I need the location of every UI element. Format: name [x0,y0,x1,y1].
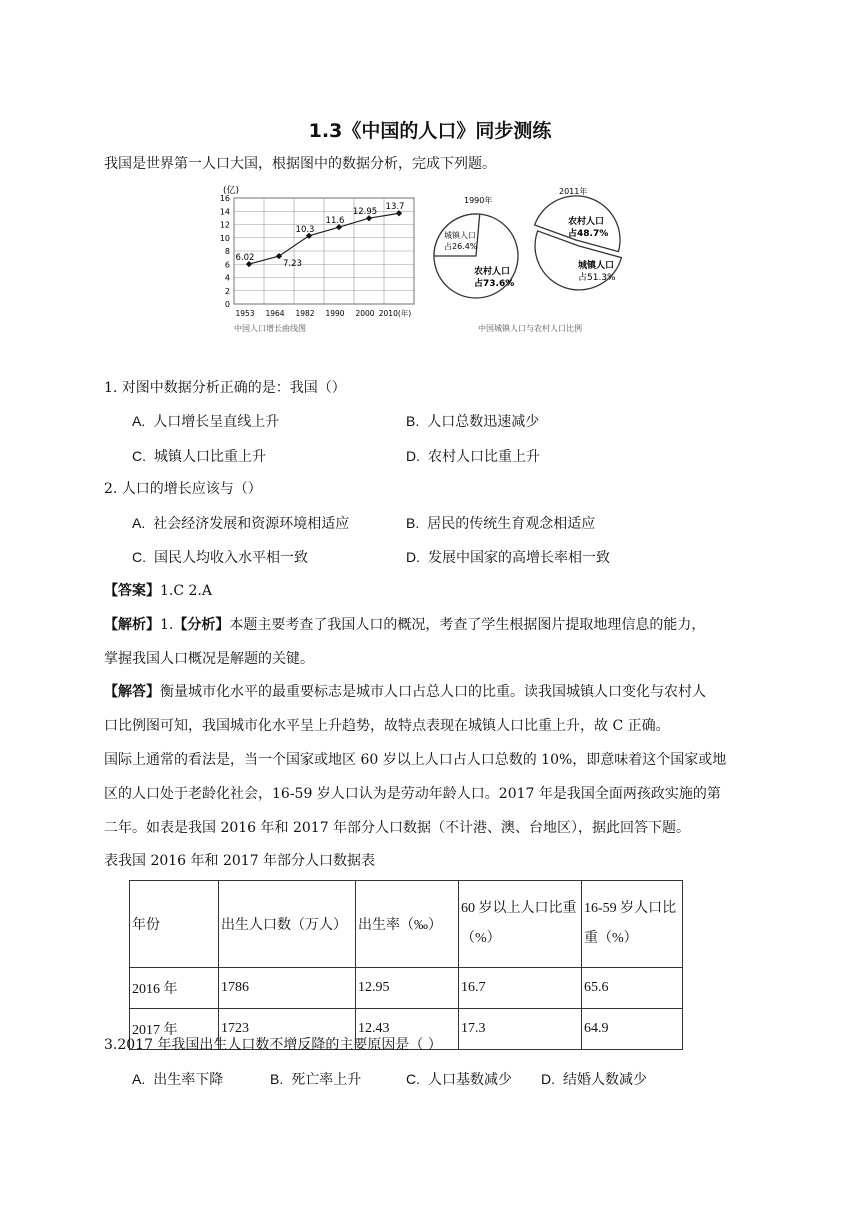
pie-chart-2011 [535,186,622,290]
pie-2011-urban-label: 城镇人口 [578,261,615,271]
analysis-text-1: 本题主要考查了我国人口的概况，考查了学生根据图片提取地理信息的能力， [229,617,706,633]
q2-option-d-text: 发展中国家的高增长率相一致 [428,550,610,566]
q1-option-a-key: A. [132,413,146,429]
table-cell: 17.3 [459,1009,582,1050]
data-label: 7.23 [283,259,302,270]
passage-line-1: 国际上通常的看法是，当一个国家或地区 60 岁以上人口占人口总数的 10%，即意味着这个国家或地 [104,752,727,768]
q2-option-a-text: 社会经济发展和资源环境相适应 [153,516,350,532]
question-2-stem: 2. 人口的增长应该与（） [104,481,262,497]
pie-2011-rural-label: 农村人口 [568,217,605,227]
data-label: 10.3 [295,224,315,235]
population-figure [206,180,626,340]
pie-1990-urban-pct: 占26.4% [444,242,478,251]
y-tick-label: 16 [219,194,230,203]
q1-option-b-text: 人口总数迅速减少 [427,414,540,430]
table-caption: 表我国 2016 年和 2017 年部分人口数据表 [104,853,376,869]
population-data-table [129,880,683,1050]
q1-option-b-key: B. [406,413,420,429]
solve-line-2: 口比例图可知，我国城市化水平呈上升趋势，故特点表现在城镇人口比重上升，故 C 正确。 [104,718,670,734]
pie-2011-rural-pct: 占48.7% [568,229,609,239]
table-cell: 12.43 [356,1009,459,1050]
intro-text: 我国是世界第一人口大国，根据图中的数据分析，完成下列题。 [104,156,496,172]
q3-option-d-text: 结婚人数减少 [563,1072,647,1088]
population-line-chart [220,184,414,333]
x-tick-label: 1982 [295,309,315,318]
q1-option-b [406,411,539,432]
y-tick-label: 8 [224,247,230,256]
q3-option-a-key: A. [132,1071,146,1087]
pie-1990-urban-label: 城镇人口 [444,231,476,240]
answer-text: 1.C 2.A [160,583,212,599]
passage-line-3: 二年。如表是我国 2016 年和 2017 年部分人口数据（不计港、澳、台地区），据此回答下题。 [104,820,691,836]
pie-2011-urban-pct: 占51.3% [578,273,616,283]
table-cell: 65.6 [582,968,683,1009]
y-tick-label: 12 [219,220,230,230]
table-header-cell: 出生率（‰） [356,881,459,968]
q3-option-c-key: C. [406,1071,420,1087]
table-cell: 16.7 [459,968,582,1009]
q2-option-a [132,513,349,534]
table-header-cell: 16-59 岁人口比重（%） [582,881,683,968]
q1-option-d-text: 农村人口比重上升 [428,449,540,465]
q3-option-b-key: B. [270,1071,284,1087]
figure-svg [206,180,626,340]
analysis-line-1 [104,615,705,635]
question-1-stem: 1. 对图中数据分析正确的是：我国（） [104,380,346,396]
q1-option-d [406,446,540,467]
chart-unit-label: (亿) [223,186,240,196]
data-label: 6.02 [235,253,255,264]
solve-label: 【解答】 [104,684,160,700]
q2-option-b-key: B. [406,515,420,531]
y-tick-label: 4 [224,273,230,283]
data-label: 12.95 [352,207,378,218]
q3-option-b [270,1069,361,1090]
solve-text-1: 衡量城市化水平的最重要标志是城市人口占总人口的比重。读我国城镇人口变化与农村人 [160,684,706,700]
answer-line [104,581,212,601]
x-tick-label: 2010(年) [378,309,412,318]
q3-option-c-text: 人口基数减少 [428,1072,512,1088]
q1-option-c-key: C. [132,448,146,464]
x-tick-label: 1990 [325,309,345,318]
x-tick-label: 1964 [265,309,285,318]
table-cell: 64.9 [582,1009,683,1050]
table-cell: 1786 [219,968,356,1009]
table-cell: 12.95 [356,968,459,1009]
pie-2011-year: 2011年 [559,187,588,196]
x-tick-label: 1953 [235,309,255,318]
analysis-label: 【解析】 [104,617,160,633]
table-cell: 2016 年 [130,968,219,1009]
q3-option-d [541,1069,647,1090]
table-cell: 1723 [219,1009,356,1050]
q1-option-d-key: D. [406,448,420,464]
analysis-line-2: 掌握我国人口概况是解题的关键。 [104,651,314,667]
q3-option-b-text: 死亡率上升 [291,1072,362,1088]
q3-option-d-key: D. [541,1071,555,1087]
question-3-stem: 3.2017 年我国出生人口数不增反降的主要原因是（ ） [104,1037,442,1053]
solve-line-1 [104,682,706,702]
analysis-sub-label: 【分析】 [173,617,230,633]
table-header-row [130,881,683,968]
table-header-cell: 60 岁以上人口比重（%） [459,881,582,968]
q3-option-c [406,1069,512,1090]
pie-1990-rural-label: 农村人口 [474,267,511,277]
q2-option-d-key: D. [406,549,420,565]
table-header-cell: 出生人口数（万人） [219,881,356,968]
q2-option-a-key: A. [132,515,146,531]
q2-option-c [132,547,308,568]
q1-option-c-text: 城镇人口比重上升 [154,449,266,465]
q1-option-a-text: 人口增长呈直线上升 [153,414,280,430]
y-tick-label: 0 [224,300,230,309]
q2-option-b [406,513,595,534]
x-tick-label: 2000 [355,309,375,318]
q2-option-d [406,547,610,568]
q1-option-c [132,446,266,467]
q3-option-a [132,1069,223,1090]
data-label: 13.7 [385,202,405,213]
q3-option-a-text: 出生率下降 [153,1072,224,1088]
page-title: 1.3《中国的人口》同步测练 [308,120,552,142]
line-chart-caption: 中国人口增长曲线图 [234,324,306,333]
table-row [130,968,683,1009]
y-tick-label: 6 [224,260,230,270]
passage-line-2: 区的人口处于老龄化社会，16-59 岁人口认为是劳动年龄人口。2017 年是我国全面两孩政实施的第 [104,786,721,802]
table-header-cell: 年份 [130,881,219,968]
pie-1990-rural-pct: 占73.6% [474,279,515,289]
pie-chart-1990 [434,195,518,298]
y-tick-label: 10 [219,233,230,243]
q2-option-b-text: 居民的传统生育观念相适应 [427,516,596,532]
data-label: 11.6 [325,216,345,227]
answer-label: 【答案】 [104,583,160,599]
table-cell: 2017 年 [130,1009,219,1050]
analysis-num: 1. [160,617,174,633]
y-tick-label: 2 [224,286,230,296]
q2-option-c-text: 国民人均收入水平相一致 [154,550,308,566]
pie-caption: 中国城镇人口与农村人口比例 [478,324,582,333]
y-tick-label: 14 [219,207,230,217]
q2-option-c-key: C. [132,549,146,565]
q1-option-a [132,411,279,432]
pie-1990-year: 1990年 [464,196,493,205]
